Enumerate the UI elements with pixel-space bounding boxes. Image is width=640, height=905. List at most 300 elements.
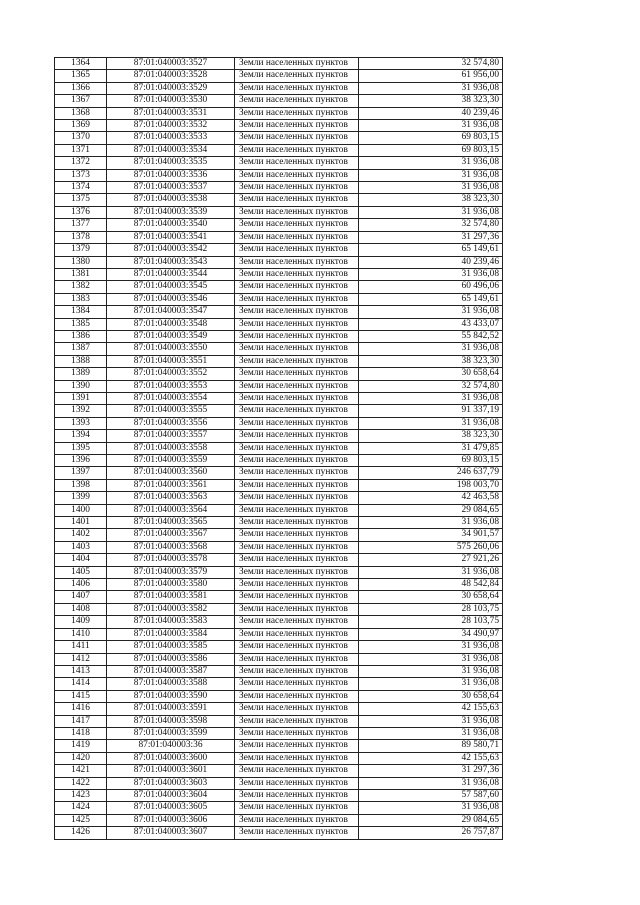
cadastral-number: 87:01:040003:3547: [107, 306, 235, 318]
table-row: [55, 789, 503, 801]
table-row: [55, 802, 503, 814]
cadastral-number: 87:01:040003:3585: [107, 641, 235, 653]
table-row: [55, 355, 503, 367]
land-category: Земли населенных пунктов: [235, 814, 359, 826]
cadastral-number: 87:01:040003:3538: [107, 194, 235, 206]
land-category: Земли населенных пунктов: [235, 690, 359, 702]
row-number: 1369: [55, 120, 107, 132]
table-row: [55, 492, 503, 504]
cadastral-number: 87:01:040003:3582: [107, 603, 235, 615]
cadastral-number: 87:01:040003:3552: [107, 368, 235, 380]
land-category: Земли населенных пунктов: [235, 430, 359, 442]
cadastral-value: 31 936,08: [359, 665, 503, 677]
row-number: 1402: [55, 529, 107, 541]
cadastral-number: 87:01:040003:3559: [107, 455, 235, 467]
table-row: [55, 603, 503, 615]
table-row: [55, 281, 503, 293]
land-category: Земли населенных пунктов: [235, 665, 359, 677]
row-number: 1366: [55, 82, 107, 94]
row-number: 1420: [55, 752, 107, 764]
table-row: [55, 70, 503, 82]
table-row: [55, 58, 503, 70]
cadastral-number: 87:01:040003:3561: [107, 479, 235, 491]
cadastral-number: 87:01:040003:3539: [107, 206, 235, 218]
cadastral-value: 34 901,57: [359, 529, 503, 541]
row-number: 1390: [55, 380, 107, 392]
land-category: Земли населенных пунктов: [235, 132, 359, 144]
cadastral-number: 87:01:040003:3540: [107, 219, 235, 231]
cadastral-value: 31 297,36: [359, 765, 503, 777]
row-number: 1389: [55, 368, 107, 380]
land-category: Земли населенных пунктов: [235, 120, 359, 132]
row-number: 1392: [55, 405, 107, 417]
land-category: Земли населенных пунктов: [235, 566, 359, 578]
cadastral-value: 32 574,80: [359, 58, 503, 70]
row-number: 1394: [55, 430, 107, 442]
land-category: Земли населенных пунктов: [235, 318, 359, 330]
cadastral-value: 40 239,46: [359, 107, 503, 119]
cadastral-value: 89 580,71: [359, 740, 503, 752]
table-row: [55, 715, 503, 727]
cadastral-value: 38 323,30: [359, 430, 503, 442]
cadastral-value: 198 003,70: [359, 479, 503, 491]
cadastral-value: 31 936,08: [359, 392, 503, 404]
table-row: [55, 703, 503, 715]
table-row: [55, 541, 503, 553]
row-number: 1388: [55, 355, 107, 367]
cadastral-number: 87:01:040003:3528: [107, 70, 235, 82]
cadastral-value: 31 936,08: [359, 182, 503, 194]
row-number: 1405: [55, 566, 107, 578]
cadastral-value: 31 936,08: [359, 566, 503, 578]
land-category: Земли населенных пунктов: [235, 330, 359, 342]
cadastral-value: 31 936,08: [359, 268, 503, 280]
row-number: 1391: [55, 392, 107, 404]
cadastral-value: 575 260,06: [359, 541, 503, 553]
row-number: 1393: [55, 417, 107, 429]
land-category: Земли населенных пунктов: [235, 827, 359, 839]
table-row: [55, 517, 503, 529]
cadastral-value: 31 936,08: [359, 343, 503, 355]
land-category: Земли населенных пунктов: [235, 603, 359, 615]
cadastral-number: 87:01:040003:3529: [107, 82, 235, 94]
cadastral-number: 87:01:040003:3591: [107, 703, 235, 715]
table-row: [55, 653, 503, 665]
row-number: 1378: [55, 231, 107, 243]
cadastral-number: 87:01:040003:3603: [107, 777, 235, 789]
cadastral-value: 31 936,08: [359, 306, 503, 318]
cadastral-number: 87:01:040003:3581: [107, 591, 235, 603]
row-number: 1377: [55, 219, 107, 231]
row-number: 1422: [55, 777, 107, 789]
land-category: Земли населенных пунктов: [235, 368, 359, 380]
cadastral-number: 87:01:040003:3579: [107, 566, 235, 578]
land-category: Земли населенных пунктов: [235, 703, 359, 715]
land-category: Земли населенных пунктов: [235, 70, 359, 82]
cadastral-value: 69 803,15: [359, 455, 503, 467]
row-number: 1395: [55, 442, 107, 454]
row-number: 1367: [55, 95, 107, 107]
cadastral-value: 32 574,80: [359, 380, 503, 392]
cadastral-value: 55 842,52: [359, 330, 503, 342]
row-number: 1414: [55, 678, 107, 690]
cadastral-value: 31 936,08: [359, 169, 503, 181]
cadastral-number: 87:01:040003:3548: [107, 318, 235, 330]
cadastral-value: 26 757,87: [359, 827, 503, 839]
cadastral-number: 87:01:040003:36: [107, 740, 235, 752]
cadastral-value: 29 084,65: [359, 814, 503, 826]
table-row: [55, 765, 503, 777]
cadastral-number: 87:01:040003:3546: [107, 293, 235, 305]
cadastral-value: 65 149,61: [359, 293, 503, 305]
cadastral-value: 31 936,08: [359, 82, 503, 94]
cadastral-number: 87:01:040003:3556: [107, 417, 235, 429]
cadastral-value: 38 323,30: [359, 95, 503, 107]
cadastral-number: 87:01:040003:3567: [107, 529, 235, 541]
cadastral-value: 31 297,36: [359, 231, 503, 243]
table-row: [55, 430, 503, 442]
land-category: Земли населенных пунктов: [235, 392, 359, 404]
cadastral-value: 61 956,00: [359, 70, 503, 82]
cadastral-value: 28 103,75: [359, 603, 503, 615]
cadastral-number: 87:01:040003:3578: [107, 554, 235, 566]
row-number: 1373: [55, 169, 107, 181]
cadastral-number: 87:01:040003:3588: [107, 678, 235, 690]
land-category: Земли населенных пунктов: [235, 194, 359, 206]
cadastral-number: 87:01:040003:3541: [107, 231, 235, 243]
row-number: 1364: [55, 58, 107, 70]
cadastral-value: 246 637,79: [359, 467, 503, 479]
table-row: [55, 293, 503, 305]
table-row: [55, 628, 503, 640]
cadastral-number: 87:01:040003:3532: [107, 120, 235, 132]
cadastral-value: 28 103,75: [359, 616, 503, 628]
table-row: [55, 665, 503, 677]
cadastral-number: 87:01:040003:3598: [107, 715, 235, 727]
row-number: 1387: [55, 343, 107, 355]
cadastral-value: 29 084,65: [359, 504, 503, 516]
row-number: 1396: [55, 455, 107, 467]
cadastral-value: 40 239,46: [359, 256, 503, 268]
land-category: Земли населенных пунктов: [235, 380, 359, 392]
land-category: Земли населенных пунктов: [235, 157, 359, 169]
cadastral-number: 87:01:040003:3553: [107, 380, 235, 392]
cadastral-number: 87:01:040003:3531: [107, 107, 235, 119]
cadastral-number: 87:01:040003:3568: [107, 541, 235, 553]
land-category: Земли населенных пунктов: [235, 727, 359, 739]
land-category: Земли населенных пунктов: [235, 529, 359, 541]
land-category: Земли населенных пунктов: [235, 169, 359, 181]
row-number: 1375: [55, 194, 107, 206]
table-row: [55, 554, 503, 566]
table-row: [55, 827, 503, 839]
land-category: Земли населенных пунктов: [235, 591, 359, 603]
cadastral-number: 87:01:040003:3564: [107, 504, 235, 516]
row-number: 1421: [55, 765, 107, 777]
cadastral-number: 87:01:040003:3558: [107, 442, 235, 454]
cadastral-number: 87:01:040003:3536: [107, 169, 235, 181]
cadastral-number: 87:01:040003:3534: [107, 144, 235, 156]
row-number: 1425: [55, 814, 107, 826]
row-number: 1416: [55, 703, 107, 715]
cadastral-number: 87:01:040003:3554: [107, 392, 235, 404]
land-category: Земли населенных пунктов: [235, 467, 359, 479]
cadastral-number: 87:01:040003:3583: [107, 616, 235, 628]
cadastral-value: 43 433,07: [359, 318, 503, 330]
row-number: 1406: [55, 579, 107, 591]
cadastral-value: 30 658,64: [359, 368, 503, 380]
cadastral-value: 31 936,08: [359, 120, 503, 132]
row-number: 1384: [55, 306, 107, 318]
cadastral-number: 87:01:040003:3542: [107, 244, 235, 256]
row-number: 1374: [55, 182, 107, 194]
row-number: 1401: [55, 517, 107, 529]
table-row: [55, 616, 503, 628]
table-body: [55, 58, 503, 840]
row-number: 1386: [55, 330, 107, 342]
table-row: [55, 678, 503, 690]
table-row: [55, 740, 503, 752]
row-number: 1409: [55, 616, 107, 628]
table-row: [55, 579, 503, 591]
land-category: Земли населенных пунктов: [235, 479, 359, 491]
cadastral-number: 87:01:040003:3555: [107, 405, 235, 417]
land-category: Земли населенных пунктов: [235, 293, 359, 305]
cadastral-number: 87:01:040003:3537: [107, 182, 235, 194]
land-category: Земли населенных пунктов: [235, 554, 359, 566]
table-row: [55, 231, 503, 243]
land-category: Земли населенных пунктов: [235, 256, 359, 268]
land-category: Земли населенных пунктов: [235, 95, 359, 107]
table-row: [55, 343, 503, 355]
row-number: 1407: [55, 591, 107, 603]
land-category: Земли населенных пунктов: [235, 206, 359, 218]
land-category: Земли населенных пунктов: [235, 231, 359, 243]
table-row: [55, 132, 503, 144]
land-category: Земли населенных пунктов: [235, 765, 359, 777]
cadastral-value: 69 803,15: [359, 144, 503, 156]
row-number: 1383: [55, 293, 107, 305]
row-number: 1415: [55, 690, 107, 702]
row-number: 1418: [55, 727, 107, 739]
land-category: Земли населенных пунктов: [235, 405, 359, 417]
land-category: Земли населенных пунктов: [235, 541, 359, 553]
row-number: 1426: [55, 827, 107, 839]
land-category: Земли населенных пунктов: [235, 678, 359, 690]
land-category: Земли населенных пунктов: [235, 789, 359, 801]
table-row: [55, 566, 503, 578]
table-row: [55, 641, 503, 653]
row-number: 1411: [55, 641, 107, 653]
cadastral-value: 65 149,61: [359, 244, 503, 256]
cadastral-number: 87:01:040003:3544: [107, 268, 235, 280]
land-category: Земли населенных пунктов: [235, 504, 359, 516]
cadastral-number: 87:01:040003:3560: [107, 467, 235, 479]
table-row: [55, 529, 503, 541]
cadastral-value: 34 490,97: [359, 628, 503, 640]
row-number: 1423: [55, 789, 107, 801]
cadastral-value: 31 936,08: [359, 715, 503, 727]
land-category: Земли населенных пунктов: [235, 58, 359, 70]
table-row: [55, 405, 503, 417]
cadastral-value: 31 936,08: [359, 777, 503, 789]
cadastral-value: 60 496,06: [359, 281, 503, 293]
table-row: [55, 467, 503, 479]
cadastral-number: 87:01:040003:3551: [107, 355, 235, 367]
table-row: [55, 306, 503, 318]
land-category: Земли населенных пунктов: [235, 144, 359, 156]
table-row: [55, 157, 503, 169]
cadastral-number: 87:01:040003:3563: [107, 492, 235, 504]
table-row: [55, 417, 503, 429]
land-category: Земли населенных пунктов: [235, 417, 359, 429]
table-row: [55, 169, 503, 181]
row-number: 1412: [55, 653, 107, 665]
row-number: 1419: [55, 740, 107, 752]
land-category: Земли населенных пунктов: [235, 281, 359, 293]
cadastral-value: 42 463,58: [359, 492, 503, 504]
land-category: Земли населенных пунктов: [235, 107, 359, 119]
land-category: Земли населенных пунктов: [235, 641, 359, 653]
land-category: Земли населенных пунктов: [235, 740, 359, 752]
table-row: [55, 368, 503, 380]
cadastral-value: 31 936,08: [359, 802, 503, 814]
row-number: 1372: [55, 157, 107, 169]
land-category: Земли населенных пунктов: [235, 492, 359, 504]
row-number: 1410: [55, 628, 107, 640]
table-row: [55, 752, 503, 764]
table-row: [55, 591, 503, 603]
land-category: Земли населенных пунктов: [235, 355, 359, 367]
table-row: [55, 318, 503, 330]
cadastral-number: 87:01:040003:3535: [107, 157, 235, 169]
cadastral-number: 87:01:040003:3545: [107, 281, 235, 293]
cadastral-value: 31 936,08: [359, 206, 503, 218]
row-number: 1365: [55, 70, 107, 82]
cadastral-number: 87:01:040003:3604: [107, 789, 235, 801]
table-row: [55, 256, 503, 268]
row-number: 1397: [55, 467, 107, 479]
table-row: [55, 455, 503, 467]
land-category: Земли населенных пунктов: [235, 442, 359, 454]
table-row: [55, 182, 503, 194]
cadastral-number: 87:01:040003:3607: [107, 827, 235, 839]
row-number: 1379: [55, 244, 107, 256]
row-number: 1408: [55, 603, 107, 615]
row-number: 1424: [55, 802, 107, 814]
table-row: [55, 392, 503, 404]
cadastral-number: 87:01:040003:3601: [107, 765, 235, 777]
row-number: 1399: [55, 492, 107, 504]
table-row: [55, 82, 503, 94]
cadastral-number: 87:01:040003:3527: [107, 58, 235, 70]
table-row: [55, 690, 503, 702]
land-category: Земли населенных пунктов: [235, 616, 359, 628]
land-category: Земли населенных пунктов: [235, 268, 359, 280]
land-category: Земли населенных пунктов: [235, 752, 359, 764]
cadastral-value: 27 921,26: [359, 554, 503, 566]
cadastral-value: 31 936,08: [359, 653, 503, 665]
land-category: Земли населенных пунктов: [235, 628, 359, 640]
land-category: Земли населенных пунктов: [235, 306, 359, 318]
row-number: 1371: [55, 144, 107, 156]
land-category: Земли населенных пунктов: [235, 715, 359, 727]
row-number: 1382: [55, 281, 107, 293]
cadastral-number: 87:01:040003:3587: [107, 665, 235, 677]
land-category: Земли населенных пунктов: [235, 343, 359, 355]
cadastral-value: 42 155,63: [359, 752, 503, 764]
land-category: Земли населенных пунктов: [235, 244, 359, 256]
cadastral-number: 87:01:040003:3586: [107, 653, 235, 665]
table-row: [55, 144, 503, 156]
cadastral-number: 87:01:040003:3530: [107, 95, 235, 107]
table-row: [55, 727, 503, 739]
table-row: [55, 380, 503, 392]
row-number: 1376: [55, 206, 107, 218]
cadastral-value: 31 936,08: [359, 517, 503, 529]
row-number: 1368: [55, 107, 107, 119]
table-row: [55, 268, 503, 280]
cadastral-value: 38 323,30: [359, 355, 503, 367]
cadastral-number: 87:01:040003:3550: [107, 343, 235, 355]
cadastral-value: 30 658,64: [359, 591, 503, 603]
cadastral-value: 32 574,80: [359, 219, 503, 231]
row-number: 1370: [55, 132, 107, 144]
table-row: [55, 442, 503, 454]
cadastral-value: 42 155,63: [359, 703, 503, 715]
cadastral-number: 87:01:040003:3543: [107, 256, 235, 268]
table-row: [55, 814, 503, 826]
row-number: 1385: [55, 318, 107, 330]
land-category: Земли населенных пунктов: [235, 579, 359, 591]
table-row: [55, 219, 503, 231]
cadastral-value-table: [54, 57, 503, 840]
land-category: Земли населенных пунктов: [235, 517, 359, 529]
table-row: [55, 330, 503, 342]
land-category: Земли населенных пунктов: [235, 219, 359, 231]
table-row: [55, 244, 503, 256]
row-number: 1400: [55, 504, 107, 516]
cadastral-value: 69 803,15: [359, 132, 503, 144]
cadastral-value: 91 337,19: [359, 405, 503, 417]
table-row: [55, 504, 503, 516]
cadastral-number: 87:01:040003:3590: [107, 690, 235, 702]
table-row: [55, 95, 503, 107]
row-number: 1403: [55, 541, 107, 553]
land-category: Земли населенных пунктов: [235, 455, 359, 467]
row-number: 1381: [55, 268, 107, 280]
table-row: [55, 206, 503, 218]
cadastral-number: 87:01:040003:3584: [107, 628, 235, 640]
row-number: 1417: [55, 715, 107, 727]
cadastral-value: 30 658,64: [359, 690, 503, 702]
table-row: [55, 194, 503, 206]
cadastral-number: 87:01:040003:3549: [107, 330, 235, 342]
table-row: [55, 479, 503, 491]
cadastral-number: 87:01:040003:3605: [107, 802, 235, 814]
cadastral-value: 31 936,08: [359, 417, 503, 429]
cadastral-number: 87:01:040003:3606: [107, 814, 235, 826]
table-row: [55, 120, 503, 132]
table-row: [55, 107, 503, 119]
row-number: 1413: [55, 665, 107, 677]
cadastral-value: 31 936,08: [359, 678, 503, 690]
cadastral-value: 48 542,84: [359, 579, 503, 591]
row-number: 1380: [55, 256, 107, 268]
land-category: Земли населенных пунктов: [235, 82, 359, 94]
cadastral-value: 31 936,08: [359, 727, 503, 739]
cadastral-number: 87:01:040003:3557: [107, 430, 235, 442]
